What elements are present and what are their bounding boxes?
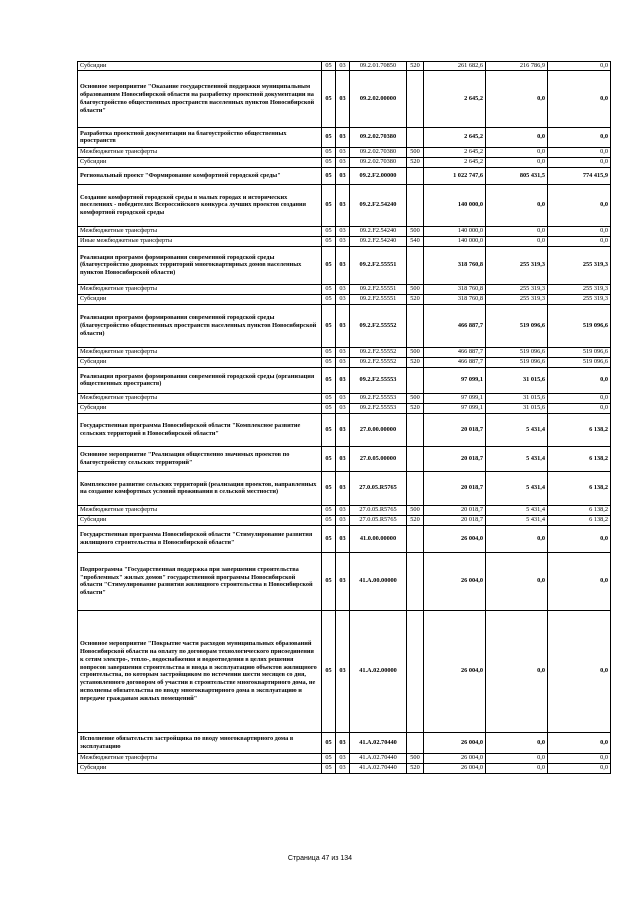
target-code-cell: 27.0.05.R5765 bbox=[350, 515, 407, 525]
subsection-cell: 03 bbox=[336, 127, 350, 147]
section-cell: 05 bbox=[322, 236, 336, 246]
table-row bbox=[78, 226, 611, 236]
amount-year2-cell: 0,0 bbox=[486, 763, 548, 773]
subsection-cell: 03 bbox=[336, 347, 350, 357]
target-code-cell: 09.2.F2.55553 bbox=[350, 393, 407, 403]
row-name-cell: Разработка проектной документации на благоустройство общественных пространств bbox=[78, 127, 322, 147]
amount-year1-cell: 261 682,6 bbox=[424, 62, 486, 71]
subsection-cell: 03 bbox=[336, 753, 350, 763]
section-cell: 05 bbox=[322, 127, 336, 147]
expense-type-cell: 520 bbox=[407, 157, 424, 167]
table-row bbox=[78, 167, 611, 184]
subsection-cell: 03 bbox=[336, 304, 350, 347]
section-cell: 05 bbox=[322, 184, 336, 226]
expense-type-cell: 520 bbox=[407, 515, 424, 525]
table-row bbox=[78, 367, 611, 393]
expense-type-cell: 520 bbox=[407, 763, 424, 773]
subsection-cell: 03 bbox=[336, 515, 350, 525]
section-cell: 05 bbox=[322, 147, 336, 157]
amount-year1-cell: 466 887,7 bbox=[424, 304, 486, 347]
amount-year3-cell: 0,0 bbox=[548, 610, 611, 732]
row-name-cell: Реализация программ формирования современной городской среды (благоустройство общественных пространств населенных пунктов Новосибирской области) bbox=[78, 304, 322, 347]
amount-year1-cell: 466 887,7 bbox=[424, 357, 486, 367]
subsection-cell: 03 bbox=[336, 236, 350, 246]
amount-year3-cell: 0,0 bbox=[548, 367, 611, 393]
table-row bbox=[78, 403, 611, 413]
subsection-cell: 03 bbox=[336, 505, 350, 515]
table-row bbox=[78, 471, 611, 505]
subsection-cell: 03 bbox=[336, 294, 350, 304]
subsection-cell: 03 bbox=[336, 284, 350, 294]
target-code-cell: 09.2.F2.55552 bbox=[350, 304, 407, 347]
row-name-cell: Межбюджетные трансферты bbox=[78, 505, 322, 515]
section-cell: 05 bbox=[322, 413, 336, 446]
section-cell: 05 bbox=[322, 157, 336, 167]
amount-year2-cell: 0,0 bbox=[486, 610, 548, 732]
table-row bbox=[78, 753, 611, 763]
amount-year1-cell: 26 004,0 bbox=[424, 732, 486, 753]
expense-type-cell: 500 bbox=[407, 347, 424, 357]
subsection-cell: 03 bbox=[336, 184, 350, 226]
amount-year1-cell: 1 022 747,6 bbox=[424, 167, 486, 184]
amount-year3-cell: 0,0 bbox=[548, 236, 611, 246]
section-cell: 05 bbox=[322, 763, 336, 773]
target-code-cell: 41.А.02.70440 bbox=[350, 753, 407, 763]
amount-year2-cell: 5 431,4 bbox=[486, 515, 548, 525]
expense-type-cell: 500 bbox=[407, 284, 424, 294]
row-name-cell: Субсидии bbox=[78, 157, 322, 167]
section-cell: 05 bbox=[322, 167, 336, 184]
target-code-cell: 09.2.F2.54240 bbox=[350, 184, 407, 226]
amount-year2-cell: 0,0 bbox=[486, 236, 548, 246]
row-name-cell: Межбюджетные трансферты bbox=[78, 147, 322, 157]
target-code-cell: 09.2.02.70380 bbox=[350, 147, 407, 157]
section-cell: 05 bbox=[322, 753, 336, 763]
section-cell: 05 bbox=[322, 403, 336, 413]
subsection-cell: 03 bbox=[336, 732, 350, 753]
expense-type-cell: 500 bbox=[407, 226, 424, 236]
amount-year2-cell: 0,0 bbox=[486, 732, 548, 753]
target-code-cell: 09.2.02.70380 bbox=[350, 127, 407, 147]
section-cell: 05 bbox=[322, 525, 336, 552]
expense-type-cell bbox=[407, 184, 424, 226]
amount-year2-cell: 31 015,6 bbox=[486, 393, 548, 403]
target-code-cell: 41.А.02.70440 bbox=[350, 732, 407, 753]
amount-year2-cell: 5 431,4 bbox=[486, 505, 548, 515]
amount-year2-cell: 519 096,6 bbox=[486, 357, 548, 367]
subsection-cell: 03 bbox=[336, 226, 350, 236]
table-row bbox=[78, 505, 611, 515]
amount-year3-cell: 6 138,2 bbox=[548, 515, 611, 525]
amount-year2-cell: 0,0 bbox=[486, 552, 548, 610]
amount-year3-cell: 0,0 bbox=[548, 184, 611, 226]
row-name-cell: Субсидии bbox=[78, 357, 322, 367]
amount-year1-cell: 2 645,2 bbox=[424, 147, 486, 157]
target-code-cell: 41.А.00.00000 bbox=[350, 552, 407, 610]
row-name-cell: Основное мероприятие "Покрытие части расходов муниципальных образований Новосибирской области на оплату по договорам технологического присоединения к сетям электро-, тепло-, водоснабжения и водоотведения в целях решения вопросов завершения строительства и ввода в эксплуатацию объектов жилищного строительства, по которым застройщиком по истечении шести месяцев со дня, установленного договором об участии в строительстве многоквартирного дома, не исполнены обязательства по вводу многоквартирного дома в эксплуатацию и передаче гражданам жилых помещений" bbox=[78, 610, 322, 732]
section-cell: 05 bbox=[322, 347, 336, 357]
amount-year3-cell: 6 138,2 bbox=[548, 471, 611, 505]
target-code-cell: 09.2.01.70850 bbox=[350, 62, 407, 71]
amount-year2-cell: 31 015,6 bbox=[486, 403, 548, 413]
table-row bbox=[78, 515, 611, 525]
table-row bbox=[78, 62, 611, 71]
amount-year1-cell: 26 004,0 bbox=[424, 525, 486, 552]
row-name-cell: Исполнение обязательств застройщика по вводу многоквартирного дома в эксплуатацию bbox=[78, 732, 322, 753]
amount-year3-cell: 519 096,6 bbox=[548, 304, 611, 347]
row-name-cell: Реализация программ формирования современной городской среды (организация общественных пространств) bbox=[78, 367, 322, 393]
section-cell: 05 bbox=[322, 610, 336, 732]
subsection-cell: 03 bbox=[336, 446, 350, 471]
subsection-cell: 03 bbox=[336, 167, 350, 184]
expense-type-cell bbox=[407, 367, 424, 393]
table-row bbox=[78, 157, 611, 167]
target-code-cell: 41.А.02.00000 bbox=[350, 610, 407, 732]
table-row bbox=[78, 347, 611, 357]
amount-year2-cell: 0,0 bbox=[486, 147, 548, 157]
table-row bbox=[78, 246, 611, 284]
amount-year3-cell: 519 096,6 bbox=[548, 347, 611, 357]
amount-year1-cell: 97 099,1 bbox=[424, 403, 486, 413]
amount-year2-cell: 0,0 bbox=[486, 157, 548, 167]
section-cell: 05 bbox=[322, 284, 336, 294]
amount-year3-cell: 0,0 bbox=[548, 226, 611, 236]
subsection-cell: 03 bbox=[336, 525, 350, 552]
section-cell: 05 bbox=[322, 552, 336, 610]
amount-year1-cell: 318 760,8 bbox=[424, 246, 486, 284]
section-cell: 05 bbox=[322, 446, 336, 471]
amount-year1-cell: 140 000,0 bbox=[424, 236, 486, 246]
target-code-cell: 27.0.05.R5765 bbox=[350, 471, 407, 505]
amount-year2-cell: 0,0 bbox=[486, 127, 548, 147]
table-row bbox=[78, 610, 611, 732]
subsection-cell: 03 bbox=[336, 413, 350, 446]
amount-year1-cell: 20 018,7 bbox=[424, 471, 486, 505]
expense-type-cell bbox=[407, 732, 424, 753]
amount-year2-cell: 519 096,6 bbox=[486, 304, 548, 347]
amount-year3-cell: 255 319,3 bbox=[548, 294, 611, 304]
subsection-cell: 03 bbox=[336, 357, 350, 367]
row-name-cell: Основное мероприятие "Реализация общественно значимых проектов по благоустройству сельских территорий" bbox=[78, 446, 322, 471]
amount-year2-cell: 0,0 bbox=[486, 226, 548, 236]
row-name-cell: Основное мероприятие "Оказание государственной поддержки муниципальным образованиям Новосибирской области на разработку проектной документации на благоустройство общественных пространств населенных пунктов Новосибирской области" bbox=[78, 70, 322, 127]
subsection-cell: 03 bbox=[336, 62, 350, 71]
row-name-cell: Региональный проект "Формирование комфортной городской среды" bbox=[78, 167, 322, 184]
subsection-cell: 03 bbox=[336, 70, 350, 127]
expense-type-cell bbox=[407, 552, 424, 610]
table-row bbox=[78, 446, 611, 471]
amount-year1-cell: 20 018,7 bbox=[424, 446, 486, 471]
target-code-cell: 09.2.F2.55551 bbox=[350, 294, 407, 304]
subsection-cell: 03 bbox=[336, 246, 350, 284]
amount-year1-cell: 2 645,2 bbox=[424, 127, 486, 147]
subsection-cell: 03 bbox=[336, 393, 350, 403]
row-name-cell: Государственная программа Новосибирской области "Стимулирование развития жилищного строительства в Новосибирской области" bbox=[78, 525, 322, 552]
section-cell: 05 bbox=[322, 70, 336, 127]
expense-type-cell: 500 bbox=[407, 505, 424, 515]
row-name-cell: Межбюджетные трансферты bbox=[78, 393, 322, 403]
subsection-cell: 03 bbox=[336, 763, 350, 773]
amount-year2-cell: 255 319,3 bbox=[486, 246, 548, 284]
table-row bbox=[78, 357, 611, 367]
expense-type-cell: 520 bbox=[407, 403, 424, 413]
table-row bbox=[78, 294, 611, 304]
row-name-cell: Субсидии bbox=[78, 515, 322, 525]
target-code-cell: 09.2.02.70380 bbox=[350, 157, 407, 167]
amount-year1-cell: 26 004,0 bbox=[424, 610, 486, 732]
subsection-cell: 03 bbox=[336, 147, 350, 157]
amount-year2-cell: 0,0 bbox=[486, 753, 548, 763]
section-cell: 05 bbox=[322, 357, 336, 367]
amount-year3-cell: 0,0 bbox=[548, 763, 611, 773]
section-cell: 05 bbox=[322, 367, 336, 393]
amount-year2-cell: 0,0 bbox=[486, 184, 548, 226]
amount-year1-cell: 140 000,0 bbox=[424, 226, 486, 236]
page-footer: Страница 47 из 134 bbox=[287, 855, 353, 862]
target-code-cell: 41.А.02.70440 bbox=[350, 763, 407, 773]
section-cell: 05 bbox=[322, 294, 336, 304]
section-cell: 05 bbox=[322, 246, 336, 284]
table-row bbox=[78, 236, 611, 246]
expense-type-cell bbox=[407, 246, 424, 284]
amount-year3-cell: 0,0 bbox=[548, 157, 611, 167]
table-row bbox=[78, 525, 611, 552]
row-name-cell: Государственная программа Новосибирской области "Комплексное развитие сельских территорий в Новосибирской области" bbox=[78, 413, 322, 446]
expense-type-cell bbox=[407, 471, 424, 505]
amount-year1-cell: 2 645,2 bbox=[424, 157, 486, 167]
amount-year2-cell: 255 319,3 bbox=[486, 294, 548, 304]
amount-year3-cell: 0,0 bbox=[548, 70, 611, 127]
amount-year1-cell: 20 018,7 bbox=[424, 505, 486, 515]
amount-year3-cell: 774 415,9 bbox=[548, 167, 611, 184]
row-name-cell: Реализация программ формирования современной городской среды (благоустройство дворовых территорий многоквартирных домов населенных пунктов Новосибирской области) bbox=[78, 246, 322, 284]
table-row bbox=[78, 127, 611, 147]
row-name-cell: Субсидии bbox=[78, 763, 322, 773]
amount-year3-cell: 0,0 bbox=[548, 393, 611, 403]
table-row bbox=[78, 393, 611, 403]
target-code-cell: 09.2.F2.00000 bbox=[350, 167, 407, 184]
expense-type-cell: 520 bbox=[407, 357, 424, 367]
table-row bbox=[78, 763, 611, 773]
section-cell: 05 bbox=[322, 505, 336, 515]
subsection-cell: 03 bbox=[336, 403, 350, 413]
table-row bbox=[78, 732, 611, 753]
expense-type-cell bbox=[407, 610, 424, 732]
amount-year3-cell: 0,0 bbox=[548, 753, 611, 763]
amount-year3-cell: 0,0 bbox=[548, 732, 611, 753]
target-code-cell: 09.2.F2.54240 bbox=[350, 236, 407, 246]
section-cell: 05 bbox=[322, 393, 336, 403]
amount-year1-cell: 26 004,0 bbox=[424, 753, 486, 763]
expense-type-cell bbox=[407, 304, 424, 347]
expense-type-cell bbox=[407, 446, 424, 471]
section-cell: 05 bbox=[322, 515, 336, 525]
target-code-cell: 09.2.F2.55551 bbox=[350, 246, 407, 284]
expense-type-cell: 500 bbox=[407, 393, 424, 403]
target-code-cell: 27.0.00.00000 bbox=[350, 413, 407, 446]
amount-year1-cell: 2 645,2 bbox=[424, 70, 486, 127]
expense-type-cell bbox=[407, 70, 424, 127]
target-code-cell: 09.2.F2.54240 bbox=[350, 226, 407, 236]
amount-year2-cell: 805 431,5 bbox=[486, 167, 548, 184]
row-name-cell: Межбюджетные трансферты bbox=[78, 226, 322, 236]
amount-year1-cell: 140 000,0 bbox=[424, 184, 486, 226]
amount-year3-cell: 0,0 bbox=[548, 552, 611, 610]
section-cell: 05 bbox=[322, 471, 336, 505]
amount-year1-cell: 318 760,8 bbox=[424, 284, 486, 294]
row-name-cell: Межбюджетные трансферты bbox=[78, 347, 322, 357]
amount-year1-cell: 20 018,7 bbox=[424, 413, 486, 446]
row-name-cell: Подпрограмма "Государственная поддержка при завершении строительства "проблемных" жилых домов" государственной программы Новосибирской области "Стимулирование развития жилищного строительства в Новосибирской области" bbox=[78, 552, 322, 610]
target-code-cell: 09.2.F2.55553 bbox=[350, 367, 407, 393]
table-row bbox=[78, 184, 611, 226]
amount-year3-cell: 255 319,3 bbox=[548, 284, 611, 294]
amount-year3-cell: 6 138,2 bbox=[548, 446, 611, 471]
target-code-cell: 27.0.05.R5765 bbox=[350, 505, 407, 515]
amount-year2-cell: 0,0 bbox=[486, 525, 548, 552]
row-name-cell: Комплексное развитие сельских территорий (реализация проектов, направленных на создание комфортных условий проживания в сельской местности) bbox=[78, 471, 322, 505]
expense-type-cell bbox=[407, 167, 424, 184]
expense-type-cell: 520 bbox=[407, 62, 424, 71]
amount-year3-cell: 0,0 bbox=[548, 403, 611, 413]
amount-year1-cell: 466 887,7 bbox=[424, 347, 486, 357]
amount-year2-cell: 0,0 bbox=[486, 70, 548, 127]
amount-year2-cell: 216 786,9 bbox=[486, 62, 548, 71]
subsection-cell: 03 bbox=[336, 610, 350, 732]
amount-year2-cell: 31 015,6 bbox=[486, 367, 548, 393]
target-code-cell: 41.0.00.00000 bbox=[350, 525, 407, 552]
amount-year1-cell: 20 018,7 bbox=[424, 515, 486, 525]
amount-year3-cell: 0,0 bbox=[548, 147, 611, 157]
amount-year1-cell: 318 760,8 bbox=[424, 294, 486, 304]
target-code-cell: 09.2.F2.55552 bbox=[350, 357, 407, 367]
table-row bbox=[78, 284, 611, 294]
amount-year3-cell: 0,0 bbox=[548, 62, 611, 71]
expense-type-cell bbox=[407, 127, 424, 147]
section-cell: 05 bbox=[322, 62, 336, 71]
amount-year3-cell: 6 138,2 bbox=[548, 413, 611, 446]
table-row bbox=[78, 70, 611, 127]
row-name-cell: Межбюджетные трансферты bbox=[78, 284, 322, 294]
budget-table bbox=[77, 61, 611, 774]
amount-year2-cell: 5 431,4 bbox=[486, 446, 548, 471]
table-row bbox=[78, 304, 611, 347]
row-name-cell: Субсидии bbox=[78, 403, 322, 413]
amount-year1-cell: 26 004,0 bbox=[424, 763, 486, 773]
section-cell: 05 bbox=[322, 226, 336, 236]
amount-year1-cell: 26 004,0 bbox=[424, 552, 486, 610]
expense-type-cell: 500 bbox=[407, 753, 424, 763]
expense-type-cell bbox=[407, 413, 424, 446]
section-cell: 05 bbox=[322, 304, 336, 347]
amount-year3-cell: 0,0 bbox=[548, 127, 611, 147]
expense-type-cell bbox=[407, 525, 424, 552]
row-name-cell: Создание комфортной городской среды в малых городах и исторических поселениях - победителях Всероссийского конкурса лучших проектов создания комфортной городской среды bbox=[78, 184, 322, 226]
amount-year3-cell: 0,0 bbox=[548, 525, 611, 552]
expense-type-cell: 520 bbox=[407, 294, 424, 304]
row-name-cell: Субсидии bbox=[78, 294, 322, 304]
row-name-cell: Межбюджетные трансферты bbox=[78, 753, 322, 763]
row-name-cell: Иные межбюджетные трансферты bbox=[78, 236, 322, 246]
target-code-cell: 27.0.05.00000 bbox=[350, 446, 407, 471]
subsection-cell: 03 bbox=[336, 367, 350, 393]
table-row bbox=[78, 552, 611, 610]
subsection-cell: 03 bbox=[336, 471, 350, 505]
target-code-cell: 09.2.02.00000 bbox=[350, 70, 407, 127]
subsection-cell: 03 bbox=[336, 157, 350, 167]
amount-year1-cell: 97 099,1 bbox=[424, 367, 486, 393]
expense-type-cell: 500 bbox=[407, 147, 424, 157]
table-row bbox=[78, 413, 611, 446]
target-code-cell: 09.2.F2.55551 bbox=[350, 284, 407, 294]
amount-year2-cell: 5 431,4 bbox=[486, 413, 548, 446]
row-name-cell: Субсидии bbox=[78, 62, 322, 71]
subsection-cell: 03 bbox=[336, 552, 350, 610]
target-code-cell: 09.2.F2.55553 bbox=[350, 403, 407, 413]
amount-year2-cell: 5 431,4 bbox=[486, 471, 548, 505]
amount-year1-cell: 97 099,1 bbox=[424, 393, 486, 403]
amount-year3-cell: 255 319,3 bbox=[548, 246, 611, 284]
amount-year3-cell: 519 096,6 bbox=[548, 357, 611, 367]
amount-year2-cell: 519 096,6 bbox=[486, 347, 548, 357]
target-code-cell: 09.2.F2.55552 bbox=[350, 347, 407, 357]
section-cell: 05 bbox=[322, 732, 336, 753]
amount-year2-cell: 255 319,3 bbox=[486, 284, 548, 294]
table-row bbox=[78, 147, 611, 157]
amount-year3-cell: 6 138,2 bbox=[548, 505, 611, 515]
expense-type-cell: 540 bbox=[407, 236, 424, 246]
